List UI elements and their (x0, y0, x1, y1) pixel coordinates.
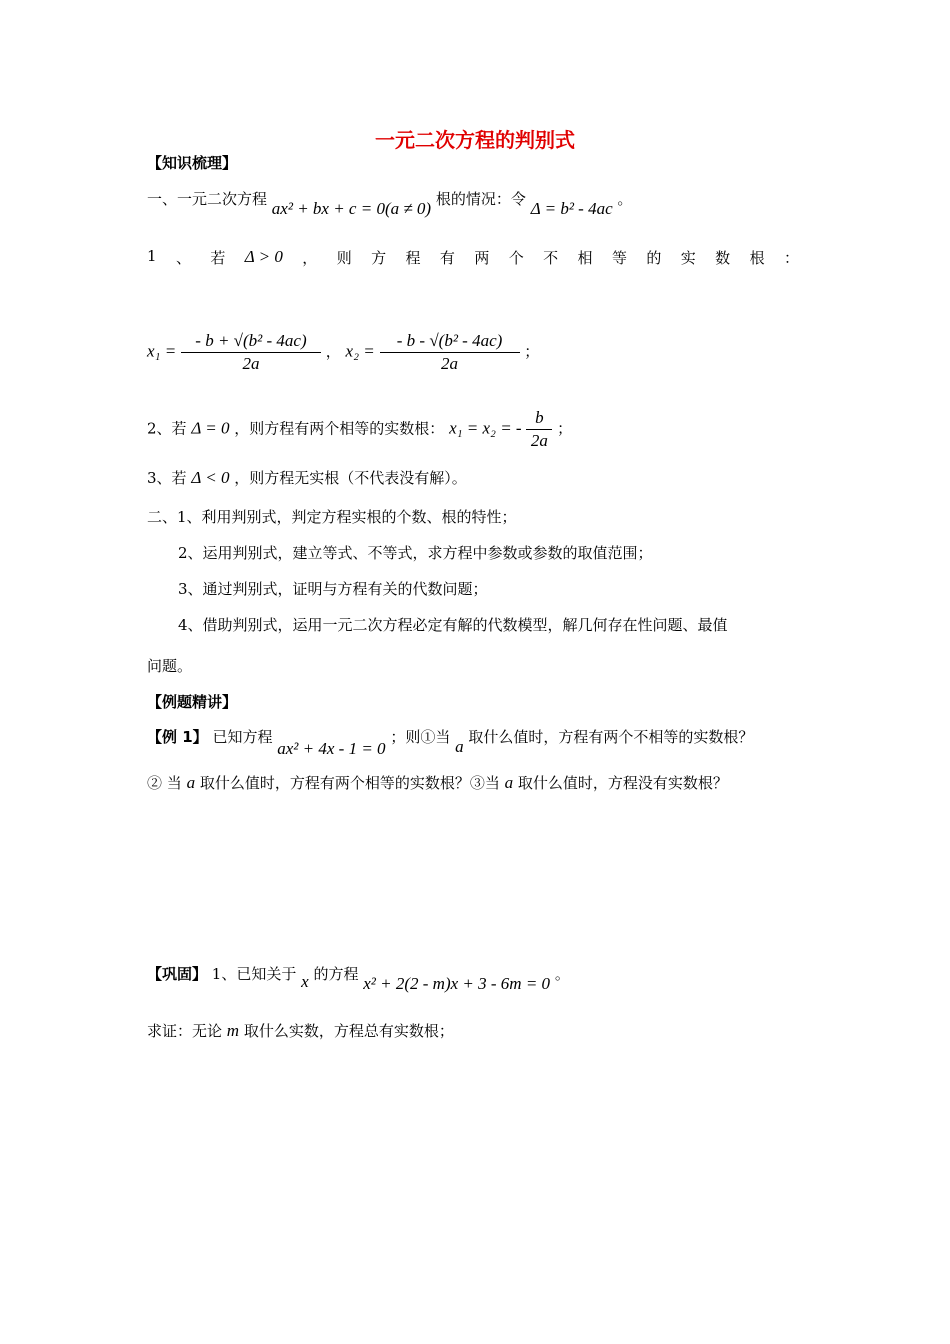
example1-line2-a: ② 当 (147, 774, 182, 792)
exercise-line2 (147, 1020, 454, 1041)
case2-denominator: 2a (530, 431, 548, 450)
case1-char: 两 (474, 249, 490, 267)
example1-line1 (147, 726, 754, 758)
case2-end: ； (557, 419, 573, 438)
exercise-line1 (147, 963, 570, 993)
section-heading-examples: 【例题精讲】 (147, 693, 238, 711)
case2-line (147, 407, 572, 452)
x2-fraction (380, 330, 520, 375)
intro-line (147, 188, 633, 218)
case1-formulas (147, 330, 539, 375)
case1-line (147, 247, 799, 268)
case1-char: 个 (508, 249, 524, 267)
page-title: 一元二次方程的判别式 (375, 128, 575, 152)
case3-prefix: 3、若 (147, 469, 187, 487)
discriminant-definition: Δ = b² - 4ac (530, 199, 613, 218)
x2-numerator: - b - √(b² - 4ac) (380, 330, 520, 353)
general-equation: ax² + bx + c = 0(a ≠ 0) (271, 199, 432, 218)
example1-text1: 已知方程 (212, 728, 273, 746)
use-item-4: 4、借助判别式，运用一元二次方程必定有解的代数模型，解几何存在性问题、最值 (178, 616, 728, 634)
intro-middle: 根的情况：令 (435, 190, 526, 208)
section-heading-knowledge: 【知识梳理】 (147, 154, 238, 172)
exercise-var-x: x (301, 972, 309, 991)
use-item-4-continued: 问题。 (147, 657, 193, 675)
case2-text: ，则方程有两个相等的实数根： (234, 419, 445, 438)
case1-char: 则 (336, 249, 352, 267)
case1-char: Δ > 0 (244, 247, 283, 266)
exercise-equation: x² + 2(2 - m)x + 3 - 6m = 0 (363, 974, 551, 993)
x2-denominator: 2a (441, 354, 459, 373)
x1-lhs: x₁ = (147, 341, 177, 361)
exercise-end: 。 (554, 965, 570, 983)
exercise-line2-b: 取什么实数，方程总有实数根； (243, 1022, 454, 1040)
formula-separator: ， (325, 342, 341, 361)
case2-fraction (526, 407, 552, 452)
exercise-text1: 1、已知关于 (211, 965, 297, 983)
case2-condition: Δ = 0 (191, 418, 230, 438)
intro-suffix: 。 (617, 190, 633, 208)
formula-end: ； (524, 342, 540, 361)
example1-label: 【例 1】 (147, 728, 208, 746)
case2-equation: x₁ = x₂ = - (449, 418, 522, 438)
use-item-1: 二、1、利用判别式，判定方程实根的个数、根的特性； (147, 508, 517, 526)
exercise-label: 【巩固】 (147, 965, 208, 983)
case1-char: 的 (646, 249, 662, 267)
case1-char: 有 (439, 249, 455, 267)
case1-char: 程 (405, 249, 421, 267)
case1-char: 不 (543, 249, 559, 267)
example1-text3: 取什么值时，方程有两个不相等的实数根？ (468, 728, 754, 746)
example1-text2: ；则①当 (390, 728, 451, 746)
case3-line (147, 467, 467, 488)
case1-char: 1 (147, 247, 157, 265)
case1-char: 数 (715, 249, 731, 267)
x1-denominator: 2a (242, 354, 260, 373)
exercise-var-m: m (226, 1021, 240, 1040)
case1-char: 方 (371, 249, 387, 267)
example1-var-a2: a (186, 773, 196, 792)
example1-var-a3: a (504, 773, 514, 792)
case3-text: ，则方程无实根（不代表没有解）。 (234, 469, 467, 487)
x1-numerator: - b + √(b² - 4ac) (181, 330, 321, 353)
example1-line2-c: 取什么值时，方程没有实数根？ (517, 774, 728, 792)
case1-char: 、 (175, 249, 191, 267)
case2-prefix: 2、若 (147, 419, 187, 438)
example1-line2 (147, 772, 728, 793)
use-item-3: 3、通过判别式，证明与方程有关的代数问题； (178, 580, 488, 598)
exercise-line2-a: 求证：无论 (147, 1022, 223, 1040)
case1-char: ： (783, 249, 799, 267)
case1-char: 相 (577, 249, 593, 267)
case2-numerator: b (526, 407, 552, 430)
example1-line2-b: 取什么值时，方程有两个相等的实数根？③当 (199, 774, 500, 792)
exercise-text2: 的方程 (313, 965, 359, 983)
x1-fraction (181, 330, 321, 375)
intro-prefix: 一、一元二次方程 (147, 190, 268, 208)
case1-char: 等 (611, 249, 627, 267)
case1-char: 若 (210, 249, 226, 267)
case1-char: 根 (749, 249, 765, 267)
example1-equation: ax² + 4x - 1 = 0 (277, 739, 386, 758)
use-item-2: 2、运用判别式，建立等式、不等式，求方程中参数或参数的取值范围； (178, 544, 653, 562)
case1-char: ， (302, 249, 318, 267)
case1-char: 实 (680, 249, 696, 267)
example1-var-a: a (455, 737, 464, 756)
x2-lhs: x₂ = (345, 341, 375, 361)
case3-condition: Δ < 0 (191, 468, 230, 487)
